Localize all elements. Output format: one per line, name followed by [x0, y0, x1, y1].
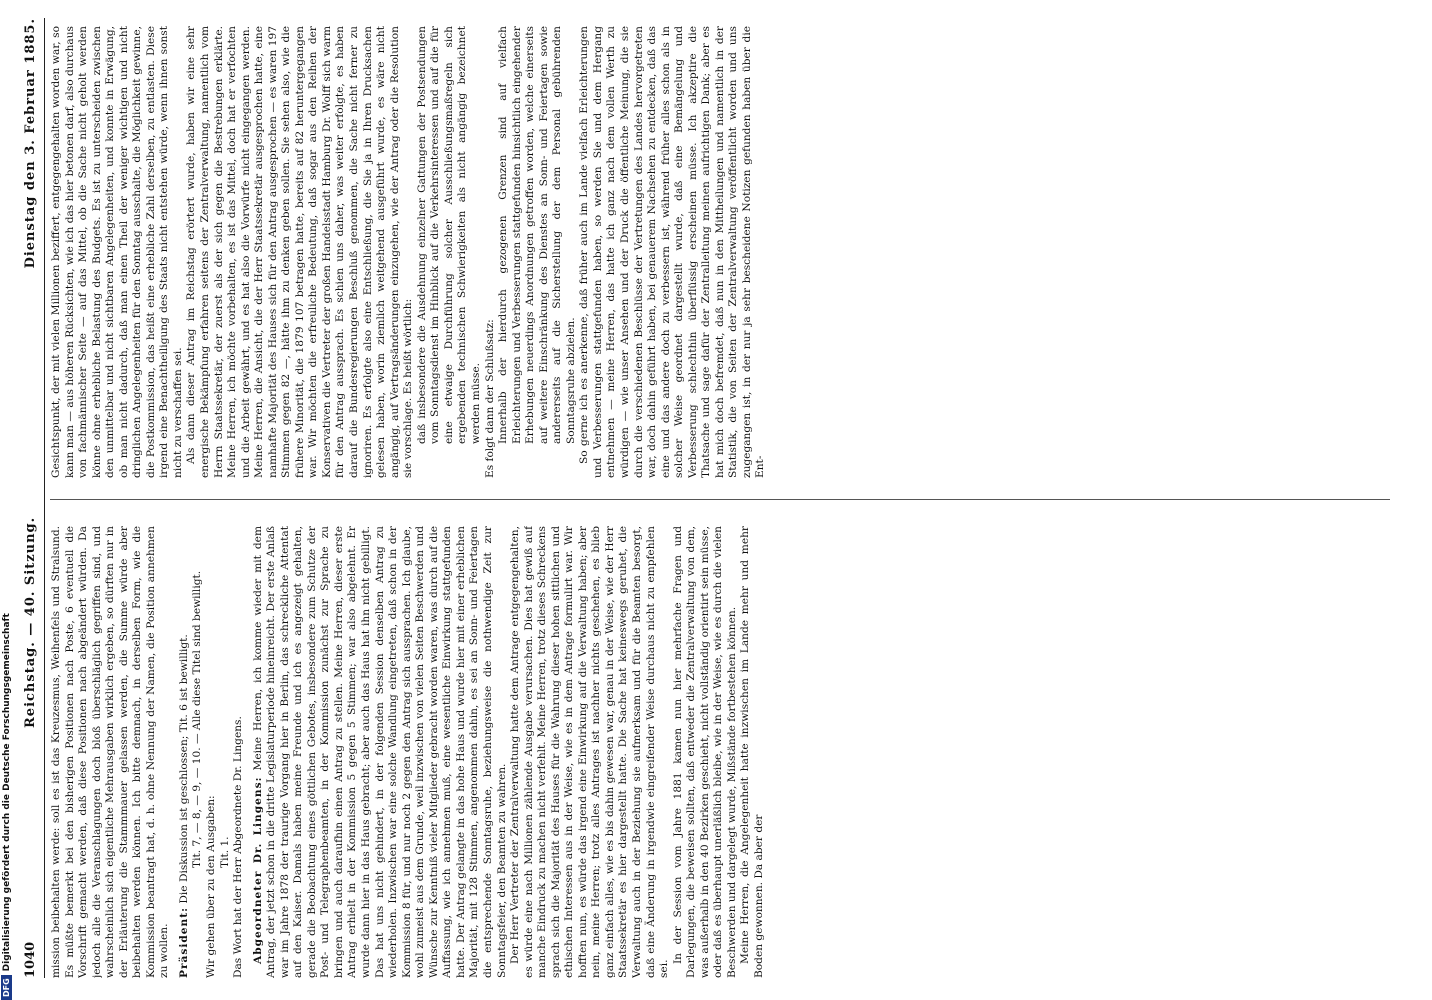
running-header	[20, 18, 42, 978]
paragraph-text: Es folgt dann der Schlußsatz:	[483, 319, 496, 478]
text-column-left	[50, 526, 1390, 978]
page-content	[20, 18, 1400, 978]
paragraph-text: mission beibehalten werde: soll es ist das Kreuzesmus, Weihenfels und Stralsund. Es müßte bemerkt bei den bisherigen Positionen nach Poste, 6 eventuell die Vorschrift gemacht werden, daß diese Positionen nach abgeändert würden. Da jedoch alle die Veranschlagungen doch bloß überschläglich gegriffen sind, und wahrscheinlich sich eigentliche Mehrausgaben wirklich ergeben, so dürften nur in der Erläuterung die Stammmauer gelassen werden, die Summe würde aber beibehalten werden können. Ich bitte demnach, in derselben Form, wie die Kommission beantragt hat, d. h. ohne Nennung der Namen, die Position annehmen zu wollen.	[50, 526, 171, 978]
paragraph	[509, 526, 672, 978]
paragraph-text: Innerhalb der hierdurch gezogenen Grenzen sind auf vielfach Erleichterungen und Verbesserungen stattgefunden hinsichtlich eingehender Erhebungen neuerdings Anordnungen getroffen worden, welche einerseits auf weitere Einschränkung des Dienstes an Sonn- und Feiertagen sowie andererseits auf die Sicherstellung der dem Personal gebührenden Sonntagsruhe abzielen.	[497, 26, 577, 444]
paragraph-text: Als dann dieser Antrag im Reichstag erörtert wurde, haben wir eine sehr energische Bekämpfung erfahren seitens der Zentralverwaltung, namentlich vom Herrn Staatssekretär, der zuerst als der sich gegen die Bestrebungen erklärte. Meine Herren, ich möchte vorbehalten, es ist das Mittel, doch hat er verfochten und die Arbeit gewährt, und es hat also die Vorwürfe nicht eingegangen werden. Meine Herren, die Ansicht, die der Herr Staatssekretär ausgesprochen hatte, eine namhafte Majorität des Hauses sich für den Antrag ausgesprochen — es waren 197 Stimmen gegen 82 —, hätte ihm zu denken geben sollen. Sie sehen also, wie die frühere Minorität, die 1879 107 betragen hatte, bereits auf 82 heruntergegangen war. Wir möchten die erfreuliche Bedeutung, daß sogar aus den Reihen der Konservativen die Vertreter der großen Handelsstadt Hamburg Dr. Wolff sich warm für den Antrag aussprach. Es schien uns daher, was weiter erfolgte, es haben darauf die Bundesregierungen Beschluß genommen, die Sache nicht ferner zu ignoriren. Es erfolgte also eine Entschließung, die Sie ja in Ihren Drucksachen gelesen haben, worin ziemlich weitgehend ausgeführt wurde, es wäre nicht angängig, auf Vertragsänderungen einzugehen, wie der Antrag oder die Resolution sie vorschlage. Es heißt wörtlich:	[185, 26, 415, 478]
paragraph	[205, 526, 219, 978]
digitization-credit	[0, 560, 14, 1000]
paragraph	[484, 26, 498, 478]
paragraph-text: daß insbesondere die Ausdehnung einzelner Gattungen der Postsendungen vom Sonntagsdienst im Hinblick auf die Verkehrsinteressen und auf die für eine etwaige Durchführung solcher Ausschließungsmaßregeln sich ergebenden technischen Schwierigkeiten als nicht angängig bezeichnet werden müsse.	[415, 26, 482, 444]
header-rule	[44, 18, 45, 978]
paragraph-text: Wir gehen über zu den Ausgaben:	[205, 795, 218, 978]
paragraph	[416, 26, 484, 478]
paragraph	[578, 26, 768, 478]
paragraph-text: In der Session vom Jahre 1881 kamen nun hier mehrfache Fragen und Darlegungen, die beweisen sollten, daß entweder die Zentralverwaltung von dem, was außerhalb in den 40 Bezirken geschieht, nicht vollständig orientirt sein müsse, oder daß es überhaupt unerläßlich bleibe, wie in der Weise, wie es durch die vielen Beschwerden und dargelegt wurde, Mißstände fortbestehen können.	[671, 526, 738, 978]
paragraph	[178, 526, 192, 978]
paragraph	[50, 26, 185, 478]
paragraph	[191, 526, 205, 978]
paragraph	[50, 526, 172, 978]
paragraph	[232, 526, 246, 978]
paragraph	[672, 526, 740, 978]
paragraph	[185, 26, 415, 478]
paragraph-text: Meine Herren, ich komme wieder mit dem Antrag, der jetzt schon in die dritte Legislaturperiode hineinreicht. Der erste Anlaß war im Jahre 1878 der traurige Vorgang hier in Berlin, das schreckliche Attentat auf den Kaiser. Damals haben meine Freunde und ich es angezeigt gehalten, gerade die Beobachtung eines göttlichen Gebotes, insbesondere zum Schutze der Post- und Telegraphenbeamten, in der Kommission zunächst zur Sprache zu bringen und auch daraufhin einen Antrag zu stellen. Meine Herren, dieser erste Antrag erhielt in der Kommission 5 gegen 5 Stimmen; war also abgelehnt. Er wurde dann hier in das Haus gebracht; aber auch das Haus hat ihn nicht gebilligt. Das hat uns nicht gehindert, in der folgenden Session denselben Antrag zu wiederholen. Inzwischen war eine solche Wandlung eingetreten, daß schon in der Kommission 8 für, und nur noch 2 gegen den Antrag sich aussprachen. Ich glaube, wohl zumeist aus dem Grunde, weil inzwischen von vielen Seiten Beschwerden und Wünsche zur Kenntniß vieler Mitglieder gebracht worden waren, was durch auf die Auffassung, wie ich annehmen muß, eine wesentliche Einwirkung stattgefunden hatte. Der Antrag gelangte in das hohe Haus und wurde hier mit einer erheblichen Majorität, mit 128 Stimmen, angenommen dahin, es sei an Sonn- und Feiertagen die entsprechende Sonntagsruhe, beziehungsweise die nothwendige Zeit zur Sonntagsfeier, den Beamten zu wahren.	[251, 526, 508, 978]
speaker-name: Präsident:	[177, 906, 190, 978]
dfg-logo: DFG	[1, 975, 12, 1000]
speaker-name: Abgeordneter Dr. Lingens:	[251, 776, 264, 964]
paragraph	[252, 526, 509, 978]
paragraph-text: Tit. 7, — 8, — 9, — 10. — Alle diese Titel sind bewilligt.	[191, 570, 204, 868]
credit-text: Digitalisierung gefördert durch die Deutsche Forschungsgemeinschaft	[2, 613, 12, 972]
header-title: Reichstag. — 40. Sitzung.	[23, 516, 38, 728]
column-divider	[50, 499, 1390, 500]
paragraph-text: Meine Herren, die Angelegenheit hatte inzwischen im Lande mehr und mehr Boden gewonnen. Da aber der	[739, 526, 765, 978]
paragraph-text: Gesichtspunkt, der mit vielen Millionen beziffert, entgegengehalten worden war, so kann man — aus höheren Rücksichten, wie ich das hier betonen darf, also durchaus von fachmännischer Seite — auf das Mittel, ob die Sache nicht geholt werden könne ohne erhebliche Belastung des Budgets. Es ist zu unterscheiden zwischen den unmittelbar und nicht sichtbaren Angelegenheiten, und konnte in Erwägung, ob man nicht dadurch, daß man einen Theil der weniger wichtigen und nicht dringlichen Angelegenheiten für den Sonntag ausschalte, die Möglichkeit gewinne, die Postkommission, das heißt eine erhebliche Zahl derselben, zu entlasten. Diese irgend eine Benachtheiligung des Staats nicht entstehen würde, wenn ihnen sonst nicht zu verschaffen sei.	[50, 26, 184, 478]
header-date: Dienstag den 3. Februar 1885.	[23, 18, 38, 269]
paragraph-text: Die Diskussion ist geschlossen; Tit. 6 ist bewilligt.	[177, 634, 190, 907]
paragraph-text: Tit. 1.	[218, 836, 231, 868]
page-number: 1040	[23, 941, 38, 978]
paragraph	[497, 26, 578, 478]
paragraph	[739, 526, 766, 978]
text-column-right	[50, 26, 1390, 478]
paragraph-text: Das Wort hat der Herr Abgeordnete Dr. Lingens.	[232, 716, 245, 978]
paragraph	[219, 526, 233, 978]
paragraph-text: So gerne ich es anerkenne, daß früher auch im Lande vielfach Erleichterungen und Verbesserungen stattgefunden haben, so werden Sie und dem Hergang entnehmen — meine Herren, das hatte ich ganz nach dem vollen Werth zu würdigen — wie unser Ansehen und der Druck die öffentliche Meinung, die sie durch die verschiedenen Beschlüsse der Vertretungen des Landes hervorgetreten war, doch dahin geführt haben, bei genauerem Nachsehen zu entdecken, daß das eine und das andere doch zu verbessern ist, während früher alles schon als in solcher Weise geordnet dargestellt wurde, daß eine Bemängelung und Verbesserung schlechthin überflüssig erscheinen müsse. Ich akzeptire die Thatsache und sage dafür der Zentralleitung meinen aufrichtigen Dank; aber es hat mich doch befremdet, daß nun in den Mittheilungen und namentlich in der Statistik, die von Seiten der Zentralverwaltung veröffentlicht worden und uns zugegangen ist, in der nur ja sehr bescheidene Notizen gefunden haben über die Ent-	[578, 26, 767, 478]
paragraph-text: Der Herr Vertreter der Zentralverwaltung hatte dem Antrage entgegengehalten, es würde eine nach Millionen zählende Ausgabe verursachen. Dies hat gewiß auf manche Eindruck zu machen nicht verfehlt. Meine Herren, trotz dieses Schreckens sprach sich die Majorität des Hauses für die Wahrung dieser hohen sittlichen und ethischen Interessen aus in der Weise, wie es in dem Antrage formulirt war. Wir hofften nun, es würde das irgend eine Einwirkung auf die Verwaltung haben; aber nein, meine Herren; trotz alles Antrages ist nachher nichts geschehen, es blieb ganz einfach alles, wie es bis dahin gewesen war, genau in der Weise, wie der Herr Staatssekretär es hier dargestellt hatte. Die Sache hat keineswegs geruhet, die Verwaltung auch in der Beziehung sie aufmerksam und für die Beamten besorgt, daß eine Änderung in irgendwie eingreifender Weise durchaus nicht zu empfehlen sei.	[509, 526, 671, 978]
